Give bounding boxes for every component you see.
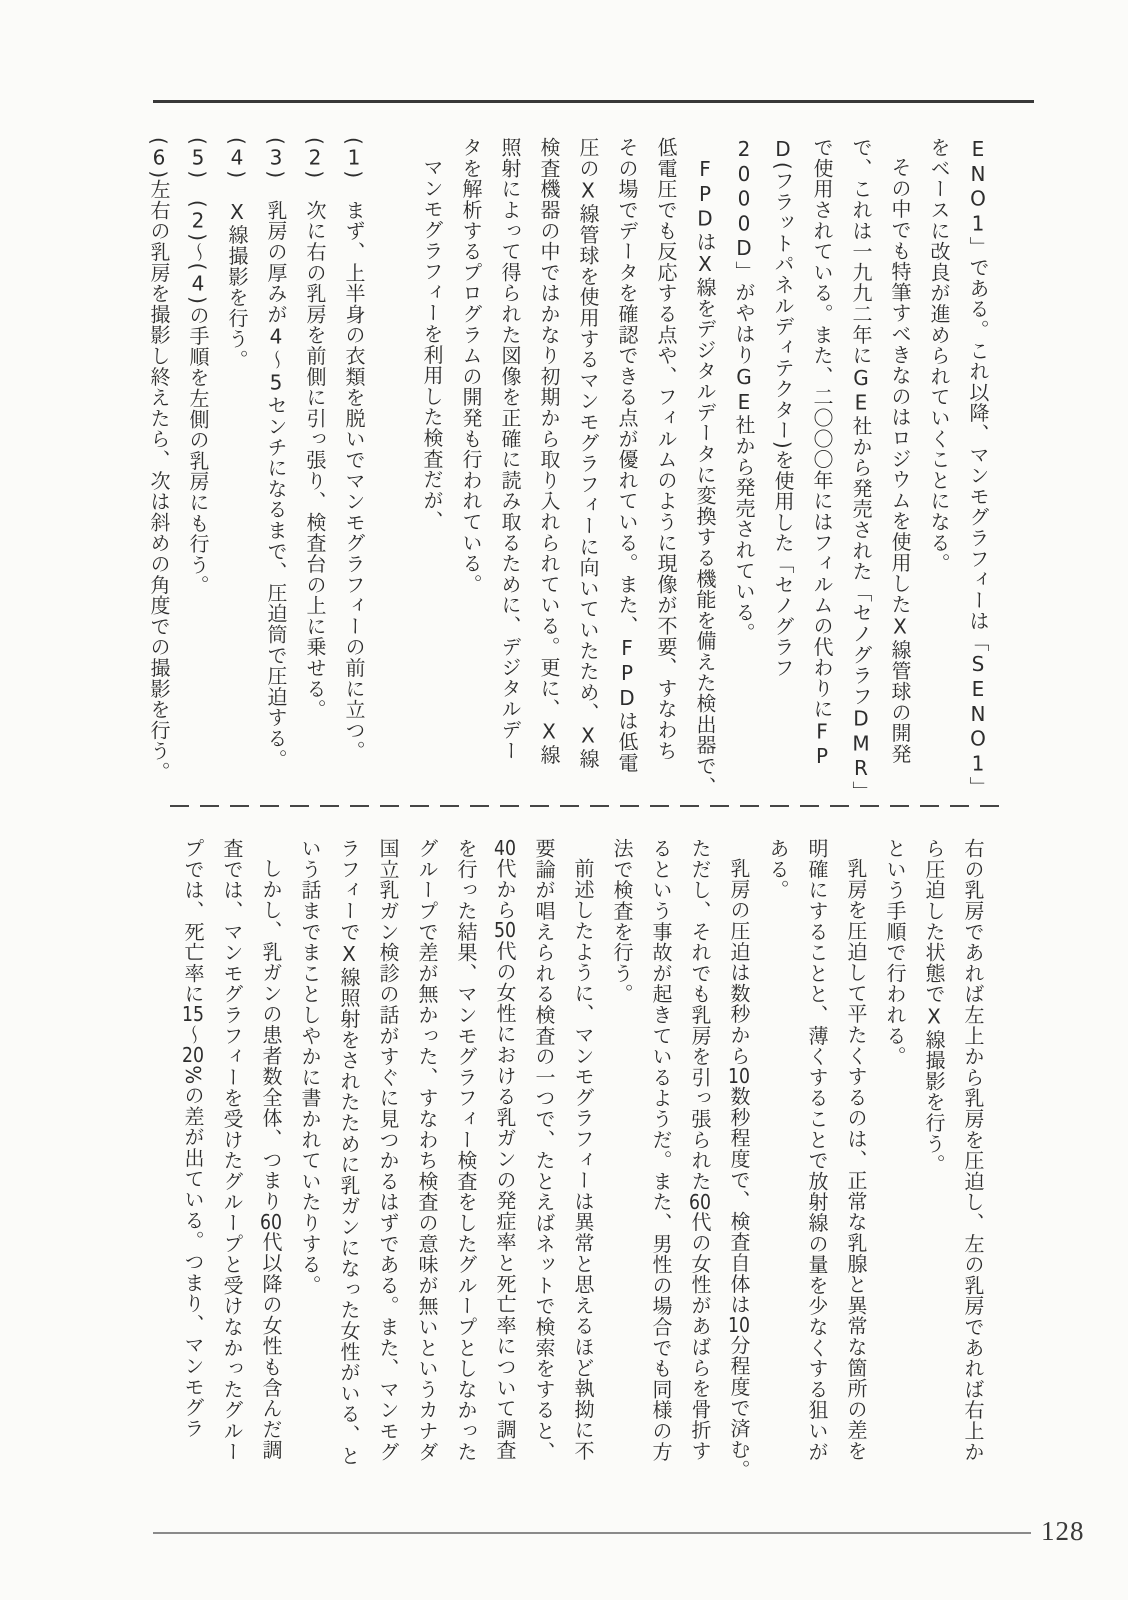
bottom-text-block: [173, 838, 992, 1480]
text-column: プでは、死亡率に15〜20%の差が出ている。つまり、マンモグラ: [181, 838, 205, 1439]
text-column: 乳房を圧迫して平たくするのは、正常な乳腺と異常な箇所の差を: [844, 858, 868, 1462]
text-column: 右の乳房であれば左上から乳房を圧迫し、左の乳房であれば右上か: [961, 838, 985, 1462]
text-column: で、これは一九九二年にGE社から発売された「セノグラフDMR」: [849, 137, 873, 802]
text-column: (1) まず、上半身の衣類を脱いでマンモグラフィーの前に立つ。: [342, 137, 366, 762]
text-column: (6)左右の乳房を撮影し終えたら、次は斜めの角度での撮影を行う。: [147, 137, 171, 783]
text-column: ENO1」である。これ以降、マンモグラフィーは「SENO1」: [966, 137, 990, 798]
page-number: 128: [1041, 1516, 1085, 1546]
text-column: 照射によって得られた図像を正確に読み取るために、デジタルデー: [498, 137, 522, 761]
text-column: 低電圧でも反応する点や、フィルムのように現像が不要、すなわち: [654, 137, 678, 761]
top-text-block: [139, 137, 997, 802]
text-column: グループで差が無かった、すなわち検査の意味が無いというカナダ: [415, 838, 439, 1462]
text-column: 40代から50代の女性における乳ガンの発症率と死亡率について調査: [493, 838, 517, 1461]
text-column: その中でも特筆すべきなのはロジウムを使用したX線管球の開発: [888, 157, 912, 765]
text-column: D(フラットパネルディテクター)を使用した「セノグラフ: [771, 137, 795, 679]
text-column: タを解析するプログラムの開発も行われている。: [459, 137, 483, 595]
text-column: を行った結果、マンモグラフィー検査をしたグループとしなかった: [454, 838, 478, 1462]
text-column: いう話までまことしやかに書かれていたりする。: [298, 838, 322, 1296]
column-gap: [373, 137, 412, 802]
text-column: 査では、マンモグラフィーを受けたグループと受けなかったグルー: [220, 838, 244, 1462]
text-column: しかし、乳ガンの患者数全体、つまり60代以降の女性も含んだ調: [259, 858, 283, 1461]
text-column: 前述したように、マンモグラフィーは異常と思えるほど執拗に不: [571, 858, 595, 1462]
text-column: 明確にすることと、薄くすることで放射線の量を少なくする狙いが: [805, 838, 829, 1462]
text-column: で使用されている。また、二〇〇〇年にはフィルムの代わりにFP: [810, 137, 834, 770]
text-column: FPDはX線をデジタルデータに変換する機能を備えた検出器で、: [693, 157, 717, 798]
text-column: マンモグラフィーを利用した検査だが、: [420, 157, 444, 532]
text-column: 乳房の圧迫は数秒から10数秒程度で、検査自体は10分程度で済む。: [727, 858, 751, 1481]
text-column: 国立乳ガン検診の話がすぐに見つかるはずである。また、マンモグ: [376, 838, 400, 1462]
dashed-divider: [170, 805, 1001, 807]
top-rule: [153, 100, 1034, 103]
text-column: ある。: [766, 838, 790, 901]
text-column: (4) X線撮影を行う。: [225, 137, 249, 371]
text-column: 要論が唱えられる検査の一つで、たとえばネットで検索をすると、: [532, 838, 556, 1462]
text-column: 法で検査を行う。: [610, 838, 634, 1005]
text-column: 圧のX線管球を使用するマンモグラフィーに向いていたため、X線: [576, 137, 600, 770]
text-column: という手順で行われる。: [883, 838, 907, 1067]
text-column: 検査機器の中ではかなり初期から取り入れられている。更に、X線: [537, 137, 561, 766]
text-column: (3) 乳房の厚みが4〜5センチになるまで、圧迫筒で圧迫する。: [264, 137, 288, 770]
bottom-rule: [153, 1532, 1031, 1534]
text-column: (2) 次に右の乳房を前側に引っ張り、検査台の上に乗せる。: [303, 137, 327, 720]
text-column: ただし、それでも乳房を引っ張られた60代の女性があばらを骨折す: [688, 838, 712, 1462]
text-column: 2000D」がやはりGE社から発売されている。: [732, 137, 756, 644]
text-column: ラフィーでX線照射をされたために乳ガンになった女性がいる、と: [337, 838, 361, 1467]
text-column: (5) (2)〜(4)の手順を左側の乳房にも行う。: [186, 137, 210, 596]
text-column: ら圧迫した状態でX線撮影を行う。: [922, 838, 946, 1175]
text-column: るという事故が起きているようだ。また、男性の場合でも同様の方: [649, 838, 673, 1462]
text-column: をベースに改良が進められていくことになる。: [927, 137, 951, 574]
text-column: その場でデータを確認できる点が優れている。また、FPDは低電: [615, 137, 639, 774]
